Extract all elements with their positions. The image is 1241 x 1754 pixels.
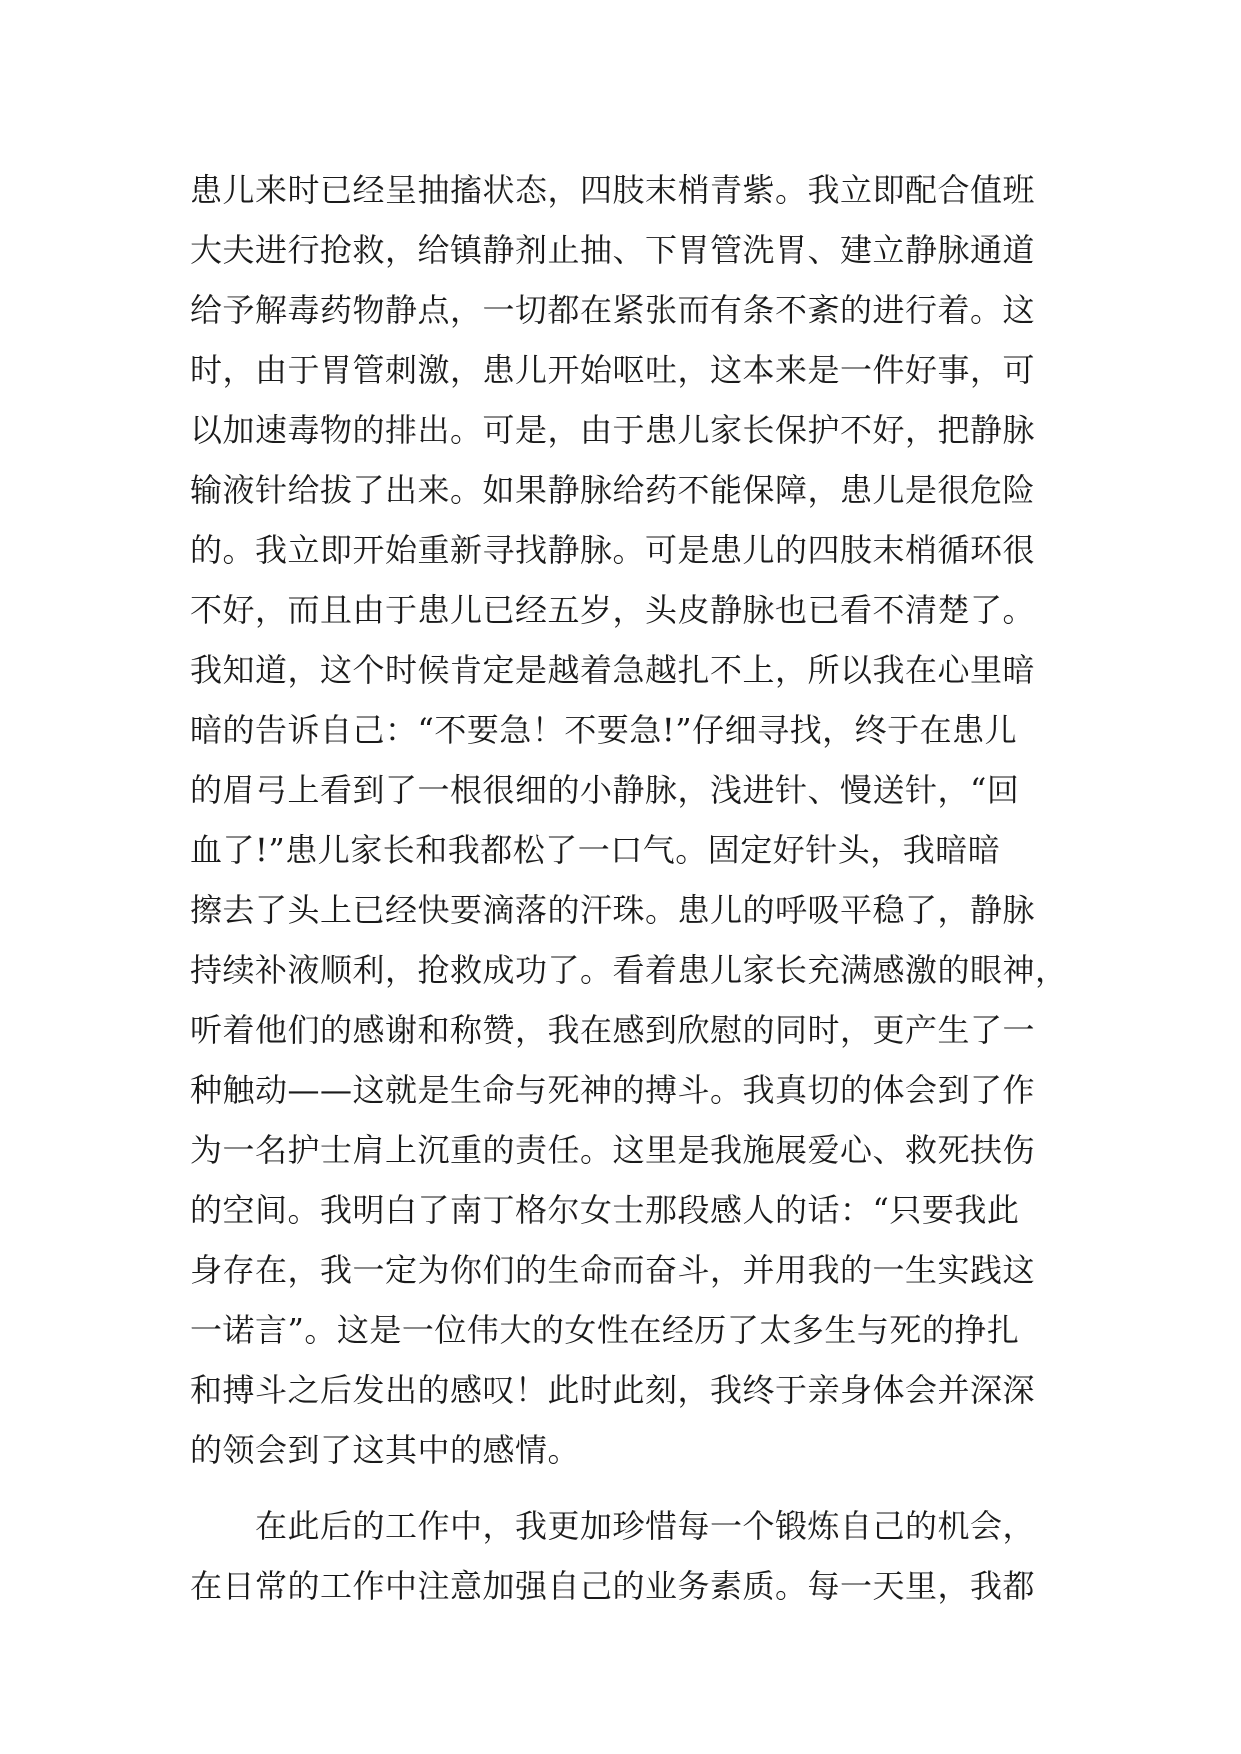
text-line: 以加速毒物的排出。可是，由于患儿家长保护不好，把静脉 [190, 411, 1036, 449]
text-line: 的领会到了这其中的感情。 [190, 1431, 581, 1469]
text-line: 在此后的工作中，我更加珍惜每一个锻炼自己的机会， [190, 1507, 1036, 1545]
text-line: 的眉弓上看到了一根很细的小静脉，浅进针、慢送针，“回 [190, 771, 1020, 809]
text-line: 时，由于胃管刺激，患儿开始呕吐，这本来是一件好事，可 [190, 351, 1036, 389]
text-line: 种触动——这就是生命与死神的搏斗。我真切的体会到了作 [190, 1071, 1036, 1109]
text-line: 给予解毒药物静点，一切都在紧张而有条不紊的进行着。这 [190, 291, 1036, 329]
text-line: 身存在，我一定为你们的生命而奋斗，并用我的一生实践这 [190, 1251, 1036, 1289]
text-line: 不好，而且由于患儿已经五岁，头皮静脉也已看不清楚了。 [190, 591, 1036, 629]
paragraph-spacing [190, 1480, 1060, 1496]
text-line: 血了!”患儿家长和我都松了一口气。固定好针头，我暗暗 [190, 831, 1001, 869]
text-line: 擦去了头上已经快要滴落的汗珠。患儿的呼吸平稳了，静脉 [190, 891, 1036, 929]
paragraph-1 [190, 160, 1068, 1480]
text-line: 暗的告诉自己：“不要急！不要急!”仔细寻找，终于在患儿 [190, 711, 1018, 749]
text-line: 和搏斗之后发出的感叹！此时此刻，我终于亲身体会并深深 [190, 1371, 1036, 1409]
text-line: 我知道，这个时候肯定是越着急越扎不上，所以我在心里暗 [190, 651, 1036, 689]
text-line: 患儿来时已经呈抽搐状态，四肢末梢青紫。我立即配合值班 [190, 171, 1036, 209]
paragraph-2 [190, 1496, 1060, 1616]
text-line: 输液针给拔了出来。如果静脉给药不能保障，患儿是很危险 [190, 471, 1036, 509]
text-line: 一诺言”。这是一位伟大的女性在经历了太多生与死的挣扎 [190, 1311, 1020, 1349]
text-line: 为一名护士肩上沉重的责任。这里是我施展爱心、救死扶伤 [190, 1131, 1036, 1169]
body-text [190, 160, 1068, 1616]
text-line: 大夫进行抢救，给镇静剂止抽、下胃管洗胃、建立静脉通道 [190, 231, 1036, 269]
text-line: 的空间。我明白了南丁格尔女士那段感人的话：“只要我此 [190, 1191, 1020, 1229]
text-line: 听着他们的感谢和称赞，我在感到欣慰的同时，更产生了一 [190, 1011, 1036, 1049]
text-line: 的。我立即开始重新寻找静脉。可是患儿的四肢末梢循环很 [190, 531, 1036, 569]
text-line: 在日常的工作中注意加强自己的业务素质。每一天里，我都 [190, 1567, 1036, 1605]
text-line: 持续补液顺利，抢救成功了。看着患儿家长充满感激的眼神， [190, 951, 1068, 989]
